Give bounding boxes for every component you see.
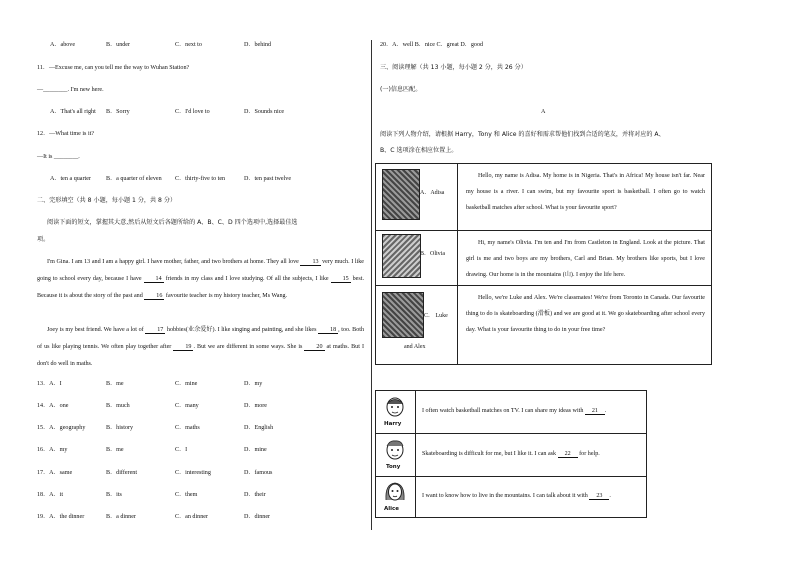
q17-option-a[interactable]: 17．A．same xyxy=(37,470,73,476)
reading-instruction-line2: B、C 选项涂在相应位置上。 xyxy=(380,147,458,154)
profile-label-b: B．Olivia xyxy=(420,251,445,257)
q11-option-c[interactable]: C．I'd love to xyxy=(175,109,210,115)
need-text-harry: I often watch basketball matches on TV. I can share my ideas with 21 . xyxy=(422,408,607,415)
profiles-table xyxy=(375,163,712,365)
q12-option-c[interactable]: C．thirty-five to ten xyxy=(175,176,226,182)
q19-option-d[interactable]: D．dinner xyxy=(244,514,271,520)
section2-instruction-line2: 项。 xyxy=(37,236,50,243)
alice-label: Alice xyxy=(384,506,400,512)
q12-option-b[interactable]: B．a quarter of eleven xyxy=(106,176,162,182)
q11-option-b[interactable]: B．Sorry xyxy=(106,109,130,115)
harry-label: Harry xyxy=(384,421,402,427)
q11-stem: 11．—Excuse me, can you tell me the way to Wuhan Station? xyxy=(37,65,190,71)
q13-option-b[interactable]: B．me xyxy=(106,381,124,387)
q10-option-a[interactable]: A．above xyxy=(50,42,76,48)
q17-option-b[interactable]: B．different xyxy=(106,470,138,476)
blank-16[interactable]: 16 xyxy=(144,293,164,300)
section3-title: 三、阅读理解（共 13 小题，每小题 2 分，共 26 分） xyxy=(380,64,527,71)
need-row-tony xyxy=(376,434,647,477)
blank-13[interactable]: 13 xyxy=(300,259,320,266)
column-divider xyxy=(371,40,372,530)
profile-text-c: Hello, we're Luke and Alex. We're classmates! We're from Toronto in Canada. Our favourite thing to do is skateboarding (滑板) and we are good at it. We go skateboarding after school every day. What is your favourite thing to do in your free time? xyxy=(466,295,705,333)
profile-label-c-line1: C． Luke xyxy=(424,313,448,319)
reading-instruction-line1: 阅读下列人物介绍，请根据 Harry，Tony 和 Alice 的喜好和需求帮他们找到合适的笔友，并将对应的 A、 xyxy=(380,131,665,138)
blank-18[interactable]: 18 xyxy=(318,327,338,334)
harry-face-icon xyxy=(384,395,406,419)
q13-option-d[interactable]: D．my xyxy=(244,381,263,387)
profile-row-olivia xyxy=(376,231,712,286)
blank-20[interactable]: 20 xyxy=(304,344,324,351)
blank-22[interactable]: 22 xyxy=(558,451,578,458)
need-text-alice: I want to know how to live in the mountains. I can talk about it with 23 . xyxy=(422,493,611,500)
q14-option-d[interactable]: D．more xyxy=(244,403,268,409)
q19-option-a[interactable]: 19．A．the dinner xyxy=(37,514,85,520)
blank-17[interactable]: 17 xyxy=(145,327,165,334)
q10-option-b[interactable]: B．under xyxy=(106,42,131,48)
cloze-paragraph-2: Joey is my best friend. We have a lot of 17 hobbies(业余爱好). I like singing and painting, and she likes 18 , too. Both of us like playing tennis. We often play together after 19 . But we are different in some ways. She is 20 at maths. But I don't do well in maths. xyxy=(37,327,365,367)
q12-option-d[interactable]: D．ten past twelve xyxy=(244,176,292,182)
q11-option-d[interactable]: D．Sounds nice xyxy=(244,109,285,115)
need-row-harry xyxy=(376,391,647,434)
profile-label-c-line2: and Alex xyxy=(404,344,426,350)
q13-option-c[interactable]: C．mine xyxy=(175,381,198,387)
q20-options[interactable]: 20．A．well B．nice C．great D．good xyxy=(380,42,484,48)
alice-face-icon xyxy=(384,480,406,504)
profile-row-luke-alex xyxy=(376,286,712,365)
q11-reply: —________. I'm new here. xyxy=(37,87,104,93)
q15-option-d[interactable]: D．English xyxy=(244,425,274,431)
profile-text-b: Hi, my name's Olivia. I'm ten and I'm from Castleton in England. Look at the picture. That girl is me and two boys are my brothers, Carl and Brian. My brothers like sports, but I love drawing. Our home is in the mountains (山). I enjoy the life here. xyxy=(466,240,705,278)
q10-option-c[interactable]: C．next to xyxy=(175,42,202,48)
q18-option-c[interactable]: C．them xyxy=(175,492,198,498)
q14-option-b[interactable]: B．much xyxy=(106,403,130,409)
q15-option-c[interactable]: C．maths xyxy=(175,425,200,431)
tony-face-icon xyxy=(384,438,406,462)
olivia-photo xyxy=(382,234,421,278)
blank-19[interactable]: 19 xyxy=(173,344,193,351)
adisa-photo xyxy=(382,169,420,220)
q15-option-b[interactable]: B．history xyxy=(106,425,134,431)
profile-row-adisa xyxy=(376,164,712,231)
q18-option-a[interactable]: 18．A．it xyxy=(37,492,64,498)
q18-option-d[interactable]: D．their xyxy=(244,492,266,498)
q16-option-c[interactable]: C．I xyxy=(175,447,188,453)
q18-option-b[interactable]: B．its xyxy=(106,492,122,498)
q12-stem: 12．—What time is it? xyxy=(37,131,95,137)
profile-label-a: A．Adisa xyxy=(420,190,445,196)
q16-option-b[interactable]: B．me xyxy=(106,447,124,453)
cloze-paragraph-1: I'm Gina. I am 13 and I am a happy girl. I have mother, father, and two brothers at home. They all love 13 very much. I like going to school every day, because I have 14 friends in my class and I love studying. Of all the subjects, I like 15 best. Because it is about the story of the past and 16 favourite teacher is my history teacher, Ms Wang. xyxy=(37,259,364,299)
section2-instruction-line1: 阅读下面的短文，掌握其大意,然后从短文后各题所给的 A、B、C、D 四个选项中,选择最佳选 xyxy=(47,219,298,226)
needs-table xyxy=(375,390,647,518)
q17-option-c[interactable]: C．interesting xyxy=(175,470,211,476)
need-text-tony: Skateboarding is difficult for me, but I like it. I can ask 22 for help. xyxy=(422,451,600,458)
blank-21[interactable]: 21 xyxy=(585,408,605,415)
q16-option-d[interactable]: D．mine xyxy=(244,447,267,453)
luke-alex-photo xyxy=(382,292,424,338)
q11-option-a[interactable]: A．That's all right xyxy=(50,109,96,115)
subsection-info-matching: (一)信息匹配。 xyxy=(380,86,422,93)
blank-14[interactable]: 14 xyxy=(144,276,164,283)
profile-text-a: Hello, my name is Adisa. My home is in Nigeria. That's in Africa! My house isn't far. Near my house is a river. I can swim, but my favourite sport is basketball. I often go to watch basketball matches after school. What is your favourite sport? xyxy=(466,173,705,211)
q14-option-a[interactable]: 14．A．one xyxy=(37,403,69,409)
need-row-alice xyxy=(376,477,647,518)
blank-15[interactable]: 15 xyxy=(331,276,351,283)
part-letter: A xyxy=(541,109,546,115)
q17-option-d[interactable]: D．famous xyxy=(244,470,273,476)
q19-option-c[interactable]: C．an dinner xyxy=(175,514,209,520)
q15-option-a[interactable]: 15．A．geography xyxy=(37,425,86,431)
q19-option-b[interactable]: B．a dinner xyxy=(106,514,136,520)
tony-label: Tony xyxy=(386,464,401,470)
section2-title: 二、完形填空（共 8 小题，每小题 1 分，共 8 分） xyxy=(37,197,177,204)
q13-option-a[interactable]: 13．A．I xyxy=(37,381,62,387)
q12-option-a[interactable]: A．ten a quarter xyxy=(50,176,91,182)
q14-option-c[interactable]: C．many xyxy=(175,403,199,409)
blank-23[interactable]: 23 xyxy=(589,493,609,500)
q10-option-d[interactable]: D．behind xyxy=(244,42,272,48)
q16-option-a[interactable]: 16．A．my xyxy=(37,447,68,453)
q12-reply: —It is ________. xyxy=(37,154,80,160)
